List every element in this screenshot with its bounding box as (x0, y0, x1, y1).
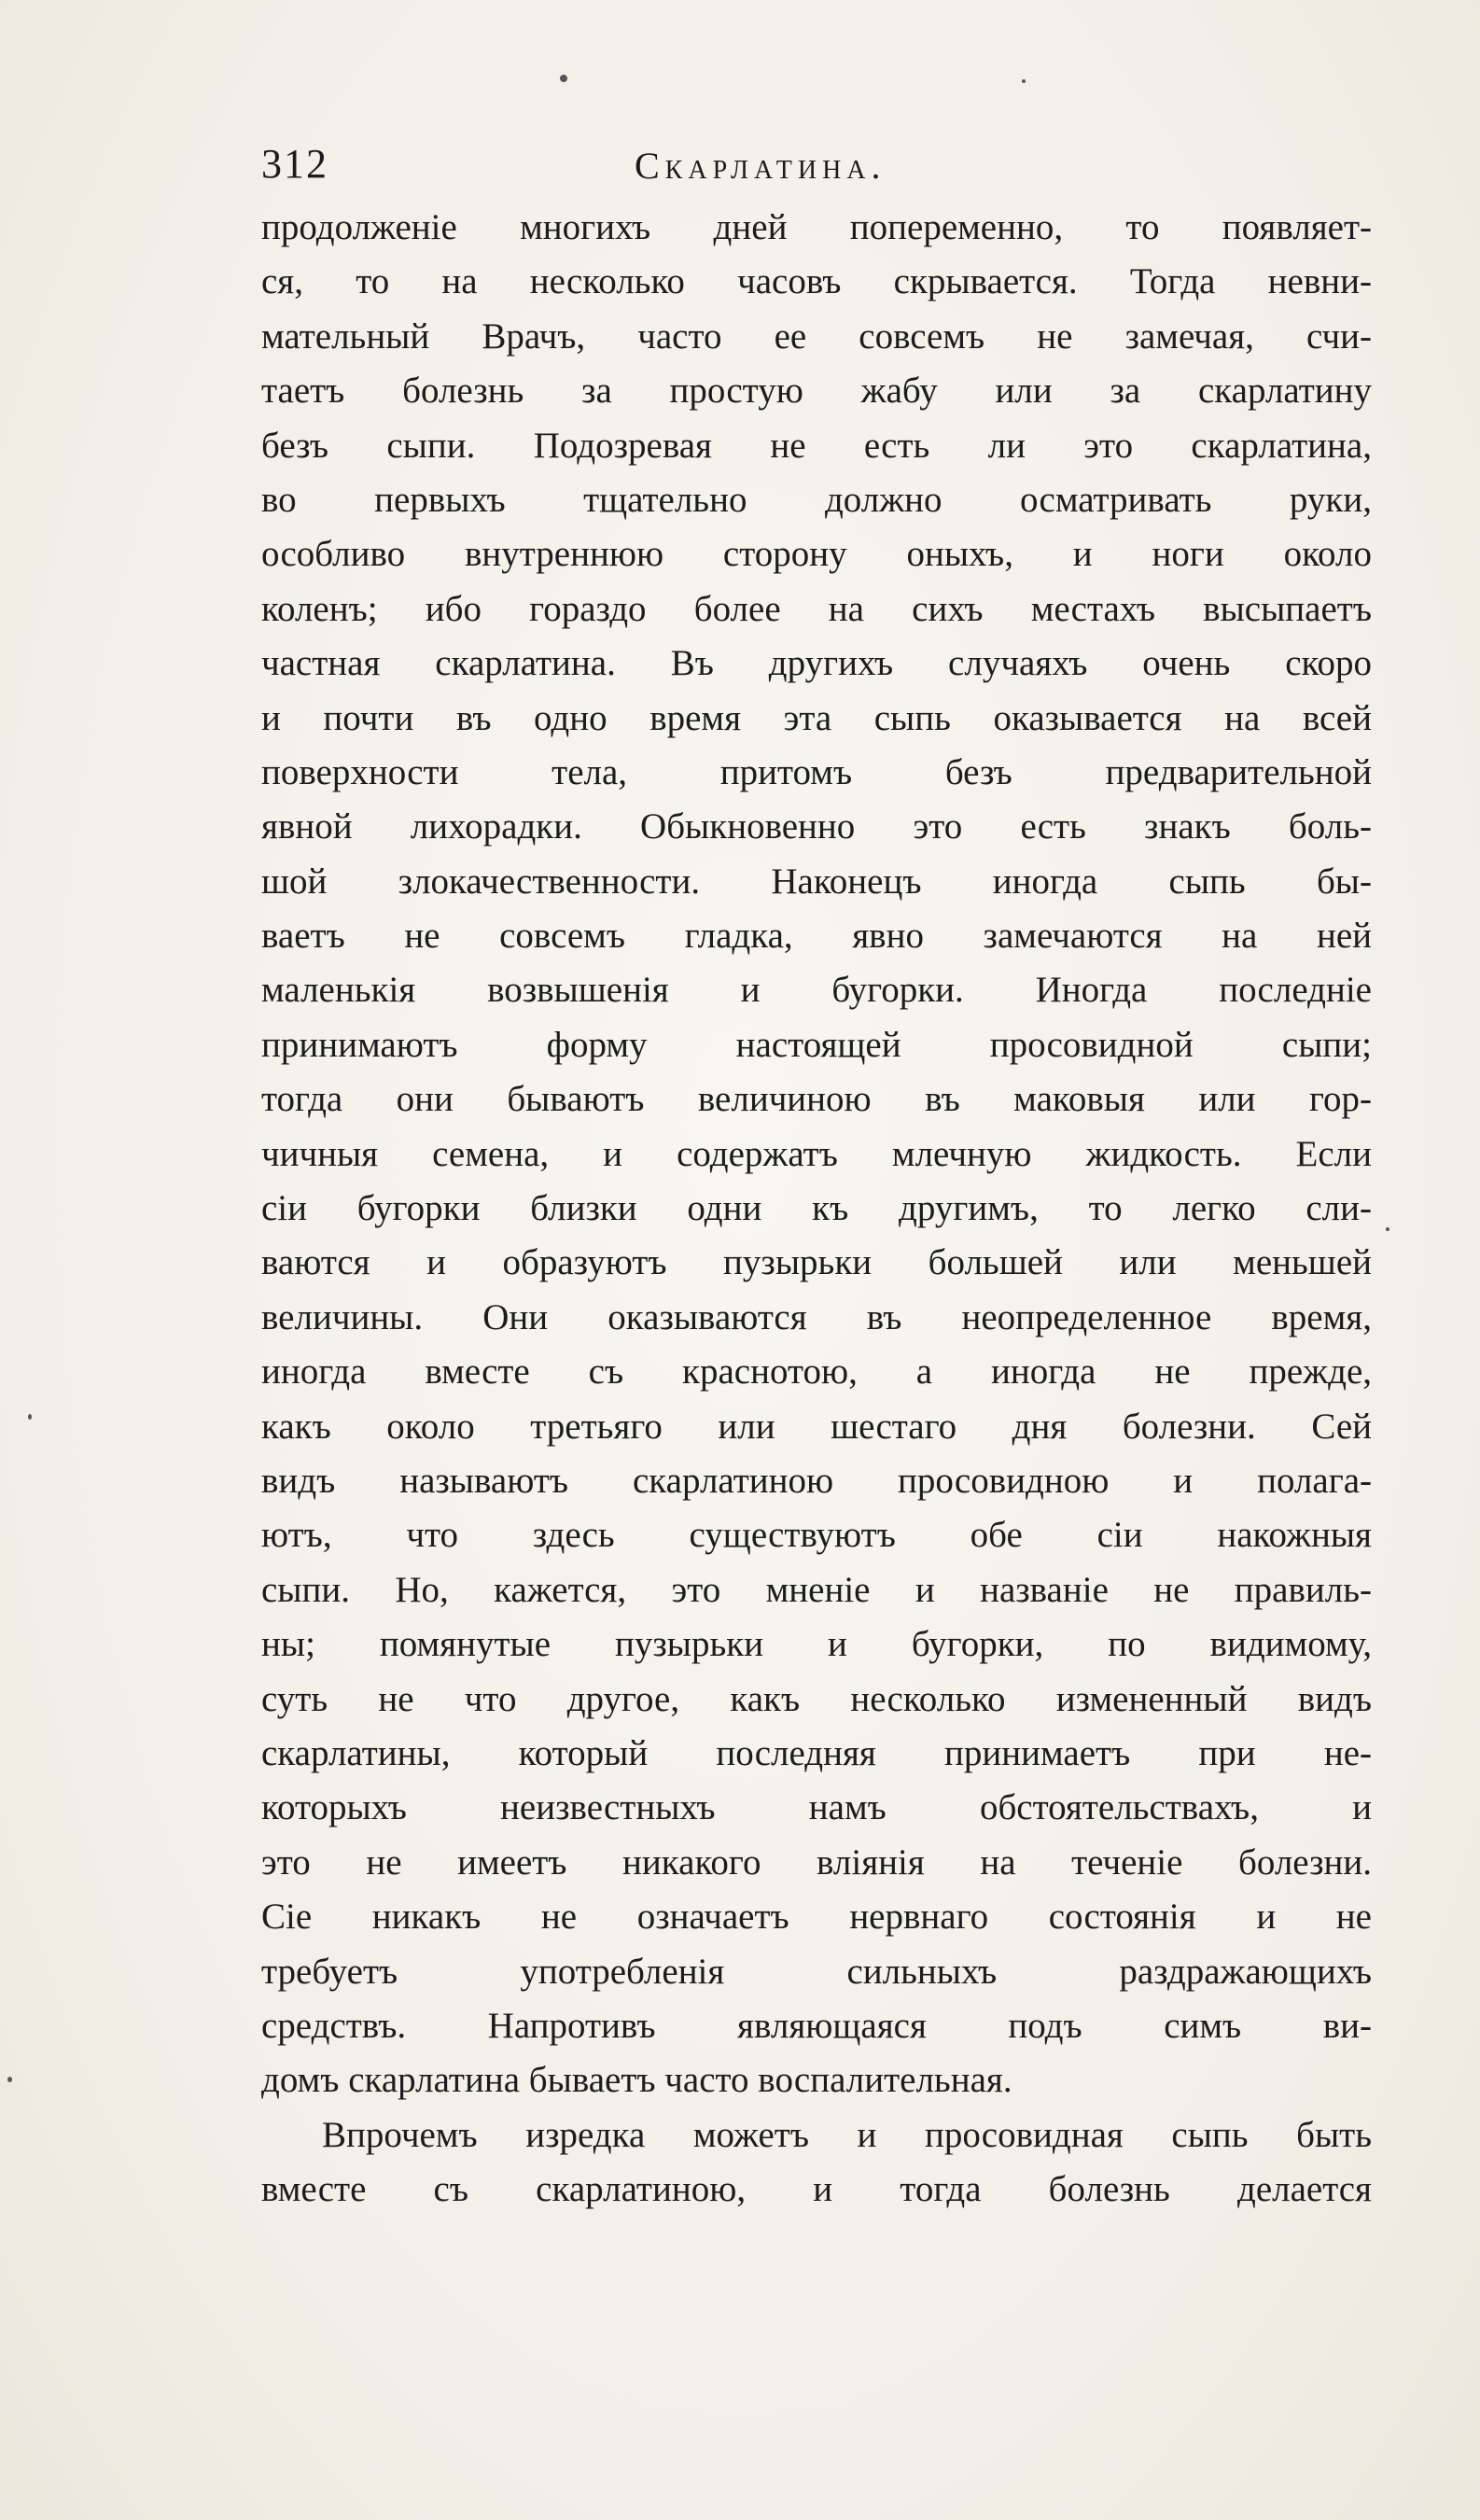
text-line: требуетъ употребленія сильныхъ раздражающихъ (261, 1951, 1372, 1992)
page-number: 312 (261, 141, 328, 187)
text-line: тогда они бываютъ величиною въ маковыя или гор- (261, 1079, 1372, 1120)
text-line: средствъ. Напротивъ являющаяся подъ симъ ви- (261, 2005, 1372, 2046)
text-line: какъ около третьяго или шестаго дня болезни. Сей (261, 1406, 1372, 1447)
text-line: суть не что другое, какъ несколько измененный видъ (261, 1678, 1372, 1719)
text-line: особливо внутреннюю сторону оныхъ, и ноги около (261, 534, 1372, 575)
text-line: мательный Врачъ, часто ее совсемъ не замечая, счи- (261, 315, 1372, 357)
text-line: которыхъ неизвестныхъ намъ обстоятельствахъ, и (261, 1787, 1372, 1828)
paragraph-end-line: домъ скарлатина бываетъ часто воспалительная. (261, 2060, 1012, 2101)
text-line: безъ сыпи. Подозревая не есть ли это скарлатина, (261, 425, 1372, 466)
ink-speck (560, 75, 567, 82)
text-line: частная скарлатина. Въ другихъ случаяхъ очень скоро (261, 643, 1372, 684)
ink-speck (7, 2077, 12, 2082)
text-line: иногда вместе съ краснотою, а иногда не прежде, (261, 1351, 1372, 1393)
page-header (261, 140, 1334, 196)
text-line: величины. Они оказываются въ неопределенное время, (261, 1296, 1372, 1337)
text-line: ютъ, что здесь существуютъ обе сіи накожныя (261, 1515, 1372, 1556)
text-line: шой злокачественности. Наконецъ иногда сыпь бы- (261, 861, 1372, 902)
ink-speck (28, 1414, 32, 1420)
text-line: маленькія возвышенія и бугорки. Иногда последніе (261, 970, 1372, 1011)
text-line: во первыхъ тщательно должно осматривать руки, (261, 479, 1372, 520)
text-line: продолженіе многихъ дней попеременно, то появляет- (261, 207, 1372, 247)
text-line: это не имеетъ никакого вліянія на теченіе болезни. (261, 1841, 1372, 1883)
text-line: чичныя семена, и содержатъ млечную жидкость. Если (261, 1133, 1372, 1174)
text-line: видъ называютъ скарлатиною просовидною и полага- (261, 1460, 1372, 1501)
text-line: сыпи. Но, кажется, это мненіе и названіе не правиль- (261, 1569, 1372, 1610)
text-line: сіи бугорки близки одни къ другимъ, то легко сли- (261, 1188, 1372, 1229)
ink-speck (1386, 1227, 1389, 1231)
text-line: коленъ; ибо гораздо более на сихъ местахъ высыпаетъ (261, 588, 1372, 629)
text-line: поверхности тела, притомъ безъ предварительной (261, 751, 1372, 792)
paragraph-start-line: Впрочемъ изредка можетъ и просовидная сыпь быть (322, 2114, 1372, 2155)
body-text (261, 201, 1372, 2217)
text-line: Сіе никакъ не означаетъ нервнаго состоянія и не (261, 1897, 1372, 1938)
text-line: скарлатины, который последняя принимаетъ при не- (261, 1732, 1372, 1773)
text-line: ваются и образуютъ пузырьки большей или меньшей (261, 1242, 1372, 1283)
text-line: ся, то на несколько часовъ скрывается. Тогда невни- (261, 261, 1372, 302)
text-line: таетъ болезнь за простую жабу или за скарлатину (261, 371, 1372, 412)
running-title: Скарлатина. (635, 145, 887, 187)
text-line: ны; помянутые пузырьки и бугорки, по видимому, (261, 1624, 1372, 1665)
text-line: и почти въ одно время эта сыпь оказывается на всей (261, 697, 1372, 738)
text-line: ваетъ не совсемъ гладка, явно замечаются на ней (261, 916, 1372, 957)
text-line: явной лихорадки. Обыкновенно это есть знакъ боль- (261, 806, 1372, 847)
text-line: принимаютъ форму настоящей просовидной сыпи; (261, 1024, 1372, 1065)
text-line: вместе съ скарлатиною, и тогда болезнь делается (261, 2169, 1372, 2210)
ink-speck (1022, 79, 1026, 83)
